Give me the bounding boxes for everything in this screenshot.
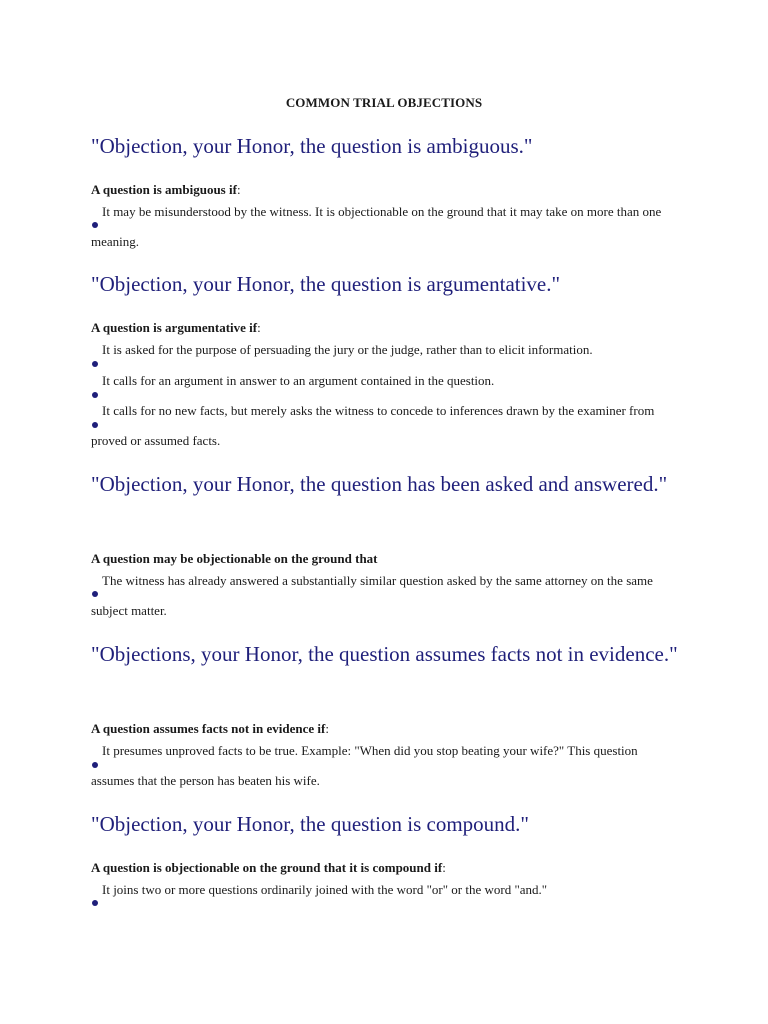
bullet-item-text: It joins two or more questions ordinarily joined with the word "or" or the word "and." xyxy=(102,882,548,897)
section-intro-compound: A question is objectionable on the ground that it is compound if: xyxy=(91,860,446,875)
section-heading-assumes-facts: "Objections, your Honor, the question assumes facts not in evidence." xyxy=(91,642,678,666)
section-intro-asked-answered: A question may be objectionable on the ground that xyxy=(91,551,378,566)
bullet-item-text: It calls for an argument in answer to an argument contained in the question. xyxy=(102,373,495,388)
section-heading-compound: "Objection, your Honor, the question is compound." xyxy=(91,812,529,836)
bullet-item-text: The witness has already answered a substantially similar question asked by the same attorney on the same subject matter. xyxy=(91,573,653,618)
bullet-icon xyxy=(92,591,98,597)
bullet-item-text: It presumes unproved facts to be true. Example: "When did you stop beating your wife?" This question assumes that the person has beaten his wife. xyxy=(91,743,638,788)
bullet-item-text: It calls for no new facts, but merely asks the witness to concede to inferences drawn by the examiner from proved or assumed facts. xyxy=(91,403,655,448)
bullet-icon xyxy=(92,422,98,428)
section-intro-ambiguous: A question is ambiguous if: xyxy=(91,182,241,197)
section-heading-asked-answered: "Objection, your Honor, the question has been asked and answered." xyxy=(91,472,668,496)
bullet-item-text: It is asked for the purpose of persuading the jury or the judge, rather than to elicit information. xyxy=(102,342,593,357)
section-heading-ambiguous: "Objection, your Honor, the question is ambiguous." xyxy=(91,134,533,158)
bullet-icon xyxy=(92,900,98,906)
section-heading-argumentative: "Objection, your Honor, the question is argumentative." xyxy=(91,272,561,296)
bullet-icon xyxy=(92,222,98,228)
bullet-icon xyxy=(92,762,98,768)
page-title: COMMON TRIAL OBJECTIONS xyxy=(285,95,483,110)
bullet-item-text: It may be misunderstood by the witness. It is objectionable on the ground that it may take on more than one meaning. xyxy=(91,204,662,249)
section-intro-argumentative: A question is argumentative if: xyxy=(91,320,261,335)
section-intro-assumes-facts: A question assumes facts not in evidence if: xyxy=(91,721,329,736)
